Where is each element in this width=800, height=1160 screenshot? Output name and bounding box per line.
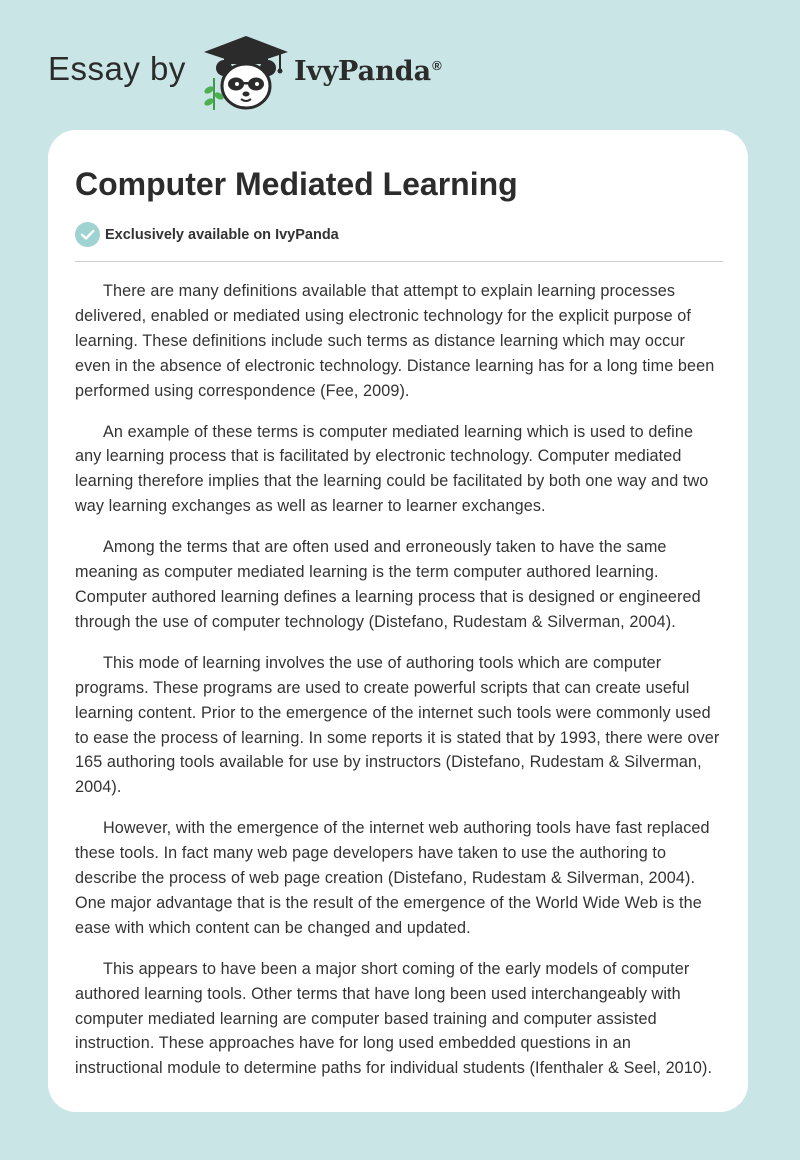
essay-by-label: Essay by <box>48 50 186 87</box>
paragraph: This mode of learning involves the use of authoring tools which are computer programs. These programs are used to create powerful scripts that can create useful learning content. Prior to the emergence of the internet such tools were commonly used to ease the process of learning. In some reports it is stated that by 1993, there were over 165 authoring tools available for use by instructors (Distefano, Rudestam & Silverman, 2004). <box>75 653 720 797</box>
brand-name[interactable] <box>294 56 442 87</box>
paragraph: An example of these terms is computer mediated learning which is used to define any learning process that is facilitated by electronic technology. Computer mediated learning therefore implies that the learning could be facilitated by both one way and two way learning exchanges as well as learner to learner exchanges. <box>75 422 709 516</box>
paragraph: Among the terms that are often used and erroneously taken to have the same meaning as computer mediated learning is the term computer authored learning. Computer authored learning defines a learning process that is designed or engineered through the use of computer technology (Distefano, Rudestam & Silverman, 2004). <box>75 538 701 631</box>
exclusive-badge <box>75 222 339 247</box>
paragraph: This appears to have been a major short coming of the early models of computer authored learning tools. Other terms that have long been used interchangeably with computer mediated learning are computer based training and computer assisted instruction. These approaches have for long used embedded questions in an instructional module to determine paths for individual students (Ifenthaler & Seel, 2010). <box>75 959 713 1078</box>
panda-graduate-icon[interactable] <box>200 34 292 112</box>
title-divider <box>75 261 723 262</box>
exclusive-badge-label: Exclusively available on IvyPanda <box>105 226 339 243</box>
essay-body <box>75 279 723 1097</box>
page-title: Computer Mediated Learning <box>75 166 518 202</box>
site-header <box>0 0 800 130</box>
check-circle-icon <box>75 222 100 247</box>
brand-registered-mark: ® <box>432 58 442 73</box>
brand-name-text: IvyPanda <box>294 56 432 87</box>
essay-card <box>48 130 748 1112</box>
paragraph: However, with the emergence of the internet web authoring tools have fast replaced these tools. In fact many web page developers have taken to use the authoring to describe the process of web page creation (Distefano, Rudestam & Silverman, 2004). One major advantage that is the result of the emergence of the World Wide Web is the ease with which content can be changed and updated. <box>75 819 710 937</box>
paragraph: There are many definitions available that attempt to explain learning processes delivered, enabled or mediated using electronic technology for the explicit purpose of learning. These definitions include such terms as distance learning which may occur even in the absence of electronic technology. Distance learning has for a long time been performed using correspondence (Fee, 2009). <box>75 282 715 400</box>
